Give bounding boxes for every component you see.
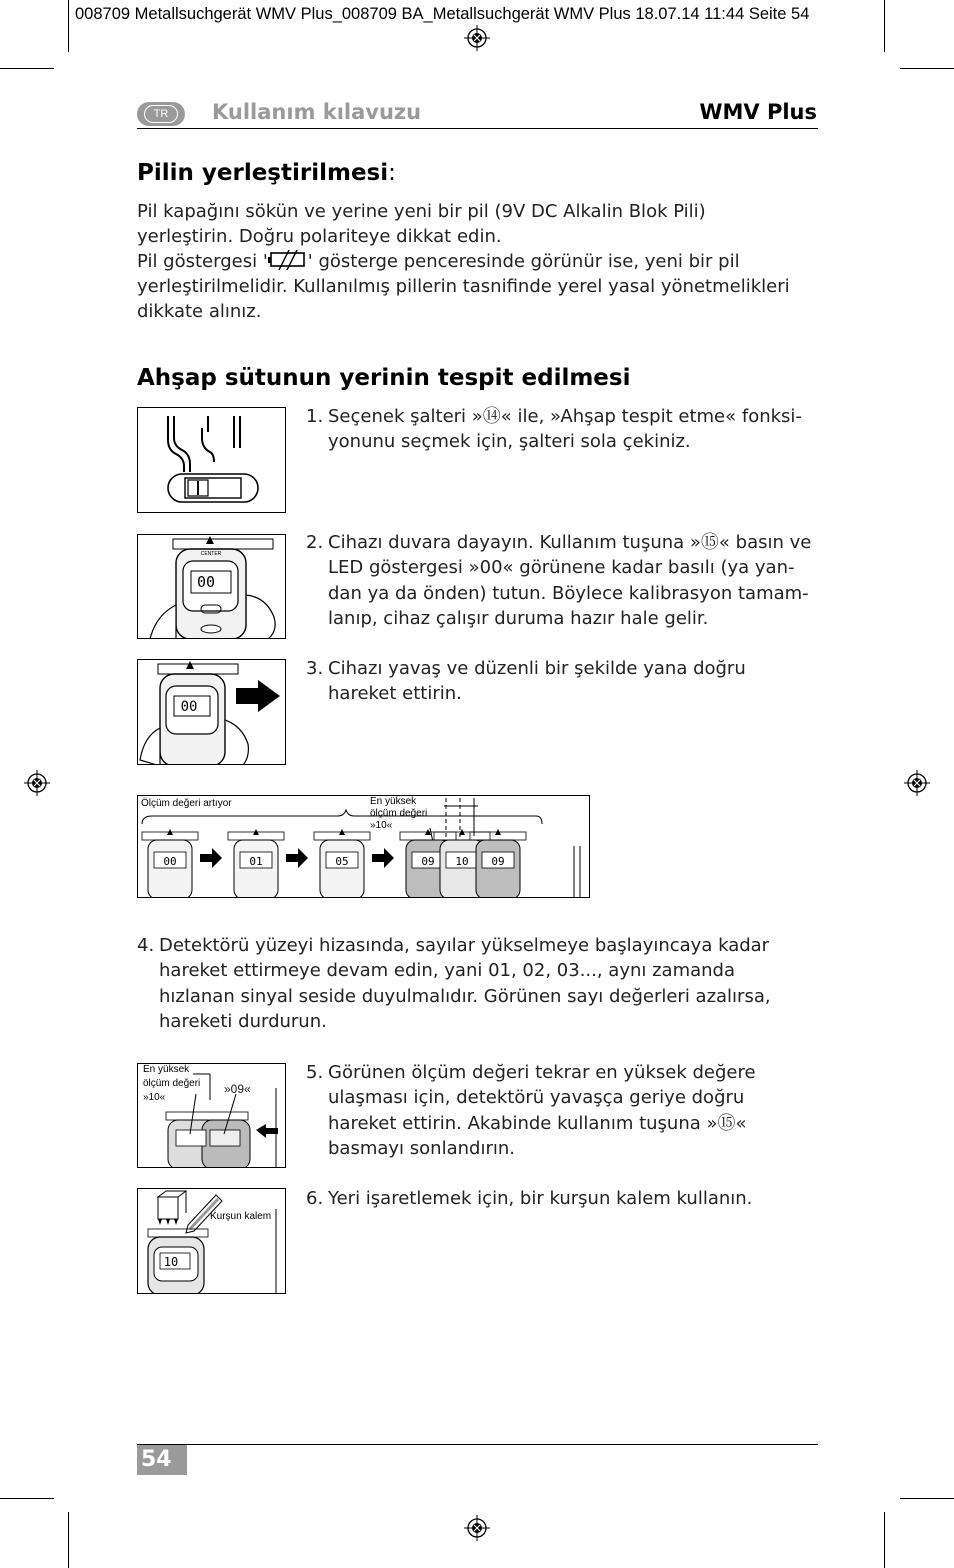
step-line: basmayı sonlandırın. <box>328 1137 515 1159</box>
step-2 <box>306 530 826 631</box>
crop-mark <box>884 0 885 52</box>
step-4 <box>137 933 817 1034</box>
arrow-right-icon <box>236 680 280 712</box>
step-line: Cihazı duvara dayayın. Kullanım tuşuna »⑮« basın ve <box>328 532 812 553</box>
crop-mark <box>0 1498 54 1499</box>
step-line: yonunu seçmek için, şalteri sola çekiniz. <box>328 431 691 453</box>
arrow-left-icon <box>256 1124 278 1138</box>
manual-title: Kullanım kılavuzu <box>212 100 422 124</box>
battery-paragraph <box>137 199 827 324</box>
step-line: hareketi durdurun. <box>159 1010 327 1032</box>
step-line: hareket ettirmeye devam edin, yani 01, 02, 03..., aynı zamanda <box>159 960 736 982</box>
crop-mark <box>68 0 69 52</box>
registration-mark-icon <box>24 770 50 796</box>
step-line: Görünen ölçüm değeri tekrar en yüksek değere <box>328 1062 756 1083</box>
sequence-illustration <box>138 796 590 898</box>
label-max-3: »10« <box>370 820 393 831</box>
figure-pencil-mark <box>137 1188 286 1294</box>
step-number: 2. <box>306 532 324 553</box>
device-center-label: CENTER <box>200 551 222 557</box>
lcd-reading: 00 <box>163 855 177 868</box>
battery-indicator-prefix: Pil göstergesi ' <box>137 251 268 272</box>
pencil-mark-illustration <box>138 1189 286 1294</box>
page-number-box <box>137 1445 187 1475</box>
step-line: hızlanan sinyal seside duyulmalıdır. Görünen sayı değerleri azalırsa, <box>159 985 771 1007</box>
language-tag-label: TR <box>144 105 178 123</box>
crop-mark <box>884 1512 885 1568</box>
mode-switch-illustration <box>138 408 286 513</box>
registration-mark-icon <box>464 1515 490 1541</box>
step-line: Cihazı yavaş ve düzenli bir şekilde yana doğru <box>328 658 746 679</box>
crop-mark <box>0 68 54 69</box>
battery-indicator-quote: ' <box>307 251 313 272</box>
step-number: 4. <box>137 935 155 956</box>
step-3 <box>306 656 826 707</box>
lcd-reading: 10 <box>163 1255 179 1269</box>
crop-mark <box>900 1498 954 1499</box>
wood-heading: Ahşap sütunun yerinin tespit edilmesi <box>137 365 631 391</box>
device-hand-illustration <box>138 535 286 639</box>
battery-indicator-text: gösterge penceresinde görünür ise, yeni bir pil <box>318 251 740 272</box>
figure-reading-sequence <box>137 795 590 898</box>
brand-name: WMV Plus <box>699 100 817 124</box>
step-line: hareket ettirin. <box>328 683 462 705</box>
return-max-illustration <box>138 1064 286 1168</box>
sequence-device <box>314 829 370 898</box>
sequence-device <box>470 829 526 898</box>
registration-mark-icon <box>464 25 490 51</box>
figure-switch <box>137 407 286 513</box>
lcd-reading: 09 <box>421 855 435 868</box>
step-5 <box>306 1060 826 1161</box>
step-line: Seçenek şalteri »⑭« ile, »Ahşap tespit etme« fonksi- <box>328 406 802 427</box>
step-6 <box>306 1186 826 1211</box>
lcd-reading: 00 <box>196 573 216 591</box>
battery-heading-colon: : <box>388 160 396 186</box>
lcd-reading: 01 <box>249 855 263 868</box>
label-max-3: »10« <box>143 1092 166 1103</box>
language-tag <box>137 102 185 126</box>
step-line: Yeri işaretlemek için, bir kurşun kalem kullanın. <box>328 1188 753 1209</box>
paragraph-line: dikkate alınız. <box>137 301 262 322</box>
lcd-reading: 00 <box>180 699 198 715</box>
header-divider <box>137 128 818 129</box>
step-number: 3. <box>306 658 324 679</box>
battery-heading-text: Pilin yerleştirilmesi <box>137 160 389 186</box>
step-number: 1. <box>306 406 324 427</box>
arrow-right-icon <box>200 848 222 868</box>
print-header: 008709 Metallsuchgerät WMV Plus_008709 BA_Metallsuchgerät WMV Plus 18.07.14 11:44 Seite 54 <box>75 5 810 23</box>
step-1 <box>306 404 826 455</box>
label-max-1: En yüksek <box>143 1064 190 1075</box>
paragraph-line <box>137 249 827 274</box>
arrow-right-icon <box>372 848 394 868</box>
page-number: 54 <box>141 1447 172 1472</box>
lcd-reading: 09 <box>491 855 505 868</box>
sequence-device <box>228 829 284 898</box>
lcd-reading: 05 <box>335 855 349 868</box>
step-line: LED göstergesi »00« görünene kadar basılı (ya yan- <box>328 557 795 579</box>
paragraph-line: yerleştirilmelidir. Kullanılmış pillerin tasnifinde yerel yasal yönetmelikleri <box>137 276 790 297</box>
sequence-device <box>142 829 198 898</box>
figure-return-max <box>137 1063 286 1168</box>
paragraph-line: Pil kapağını sökün ve yerine yeni bir pil (9V DC Alkalin Blok Pili) <box>137 201 706 222</box>
label-09: »09« <box>224 1082 251 1096</box>
battery-heading <box>137 160 396 186</box>
step-number: 5. <box>306 1062 324 1083</box>
lcd-reading: 10 <box>455 855 469 868</box>
step-number: 6. <box>306 1188 324 1209</box>
step-line: dan ya da önden) tutun. Böylece kalibrasyon tamam- <box>328 582 809 604</box>
footer-divider <box>137 1444 818 1445</box>
figure-device-calibrate <box>137 534 286 639</box>
arrow-right-icon <box>286 848 308 868</box>
device-move-illustration <box>138 660 286 765</box>
crop-mark <box>900 68 954 69</box>
label-max-2: ölçüm değeri <box>370 808 428 819</box>
battery-empty-icon <box>268 250 308 270</box>
crop-mark <box>68 1512 69 1568</box>
step-line: ulaşması için, detektörü yavaşça geriye doğru <box>328 1087 745 1109</box>
step-line: hareket ettirin. Akabinde kullanım tuşuna »⑮« <box>328 1112 747 1134</box>
step-line: Detektörü yüzeyi hizasında, sayılar yükselmeye başlayıncaya kadar <box>159 935 770 956</box>
pencil-label: Kurşun kalem <box>210 1211 272 1222</box>
label-max-2: ölçüm değeri <box>143 1078 201 1089</box>
label-increasing: Ölçüm değeri artıyor <box>141 798 232 809</box>
paragraph-line: yerleştirin. Doğru polariteye dikkat edin. <box>137 226 502 247</box>
label-max-1: En yüksek <box>370 796 417 807</box>
step-line: lanıp, cihaz çalışır duruma hazır hale gelir. <box>328 607 709 629</box>
figure-move-sideways <box>137 659 286 765</box>
registration-mark-icon <box>904 770 930 796</box>
